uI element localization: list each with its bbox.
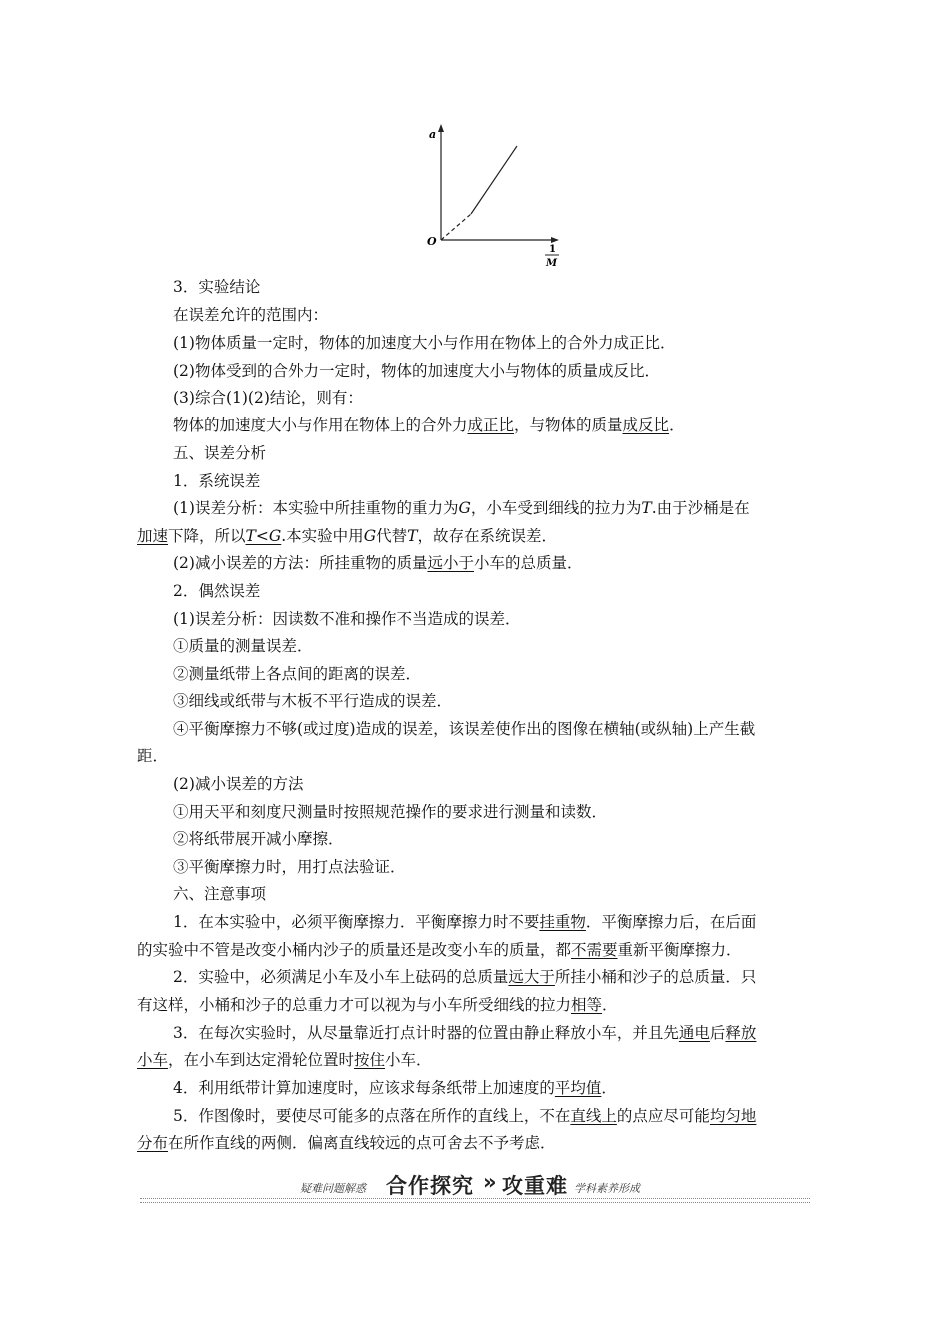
text: 有这样，小桶和沙子的总重力才可以视为与小车所受细线的拉力	[137, 996, 572, 1014]
symbol-g: G	[458, 499, 471, 517]
conclusion-summary	[173, 414, 685, 436]
dashed-extension	[441, 214, 471, 240]
text: 代替	[376, 527, 408, 545]
banner-arrow-icon: »	[483, 1170, 498, 1194]
text: 重新平衡摩擦力．	[617, 941, 742, 959]
solid-line	[471, 146, 517, 214]
text: .由于沙桶是在	[651, 499, 750, 517]
answer-blank: 平均值	[554, 1079, 602, 1097]
text: 小车的总质量．	[473, 554, 583, 572]
y-axis-arrow	[438, 124, 444, 132]
note-5-cont	[137, 1132, 556, 1154]
text: 4．利用纸带计算加速度时，应该求每条纸带上加速度的	[173, 1079, 555, 1097]
x-label-numerator: 1	[549, 244, 556, 255]
symbol-t: T	[407, 527, 418, 545]
x-label-denominator: M	[546, 258, 558, 269]
answer-blank: 释放	[725, 1024, 757, 1042]
answer-blank: 挂重物	[539, 913, 586, 931]
text: ，在小车到达定滑轮位置时	[168, 1051, 355, 1069]
banner-title-cooperate: 合作探究	[386, 1174, 474, 1198]
answer-blank: 小车	[137, 1051, 169, 1069]
text: 小车．	[385, 1051, 432, 1069]
random-error-reduce-1: ①用天平和刻度尺测量时按照规范操作的要求进行测量和读数．	[173, 803, 608, 821]
banner-divider	[140, 1198, 810, 1203]
note-3-cont	[137, 1049, 432, 1071]
random-error-reduce-3: ③平衡摩擦力时，用打点法验证．	[173, 858, 406, 876]
text: 的点应尽可能	[616, 1107, 710, 1125]
conclusion-heading: 3．实验结论	[173, 278, 261, 296]
systematic-error-analysis-cont	[137, 525, 557, 547]
text: 3．在每次实验时，从尽量靠近打点计时器的位置由静止释放小车，并且先	[173, 1024, 679, 1042]
note-5	[173, 1105, 756, 1127]
text: 下降，所以	[168, 527, 246, 545]
text: ，小车受到细线的拉力为	[470, 499, 642, 517]
text: ，故存在系统误差．	[417, 527, 557, 545]
text: 所挂小桶和沙子的总质量．只	[554, 968, 757, 986]
a-vs-inverse-m-graph	[415, 118, 575, 270]
answer-blank: 成正比	[467, 416, 515, 434]
text: 在所作直线的两侧．偏离直线较远的点可舍去不予考虑．	[168, 1134, 556, 1152]
text: 1．在本实验中，必须平衡摩擦力．平衡摩擦力时不要	[173, 913, 540, 931]
note-3	[173, 1022, 756, 1044]
random-error-reduce-2: ②将纸带展开减小摩擦．	[173, 830, 344, 848]
text: (2)减小误差的方法：所挂重物的质量	[173, 554, 428, 572]
conclusion-2: (2)物体受到的合外力一定时，物体的加速度大小与物体的质量成反比．	[173, 362, 660, 380]
conclusion-1: (1)物体质量一定时，物体的加速度大小与作用在物体上的合外力成正比．	[173, 334, 676, 352]
note-2-cont	[137, 994, 618, 1016]
symbol-g: G	[363, 527, 377, 545]
answer-blank: 不需要	[571, 941, 618, 959]
conclusion-intro: 在误差允许的范围内：	[173, 306, 329, 324]
answer-blank: 远小于	[427, 554, 474, 572]
random-error-analysis: (1)误差分析：因读数不准和操作不当造成的误差．	[173, 610, 521, 628]
random-error-heading: 2．偶然误差	[173, 582, 261, 600]
y-axis-label: a	[429, 128, 437, 141]
answer-blank: 按住	[354, 1051, 386, 1069]
text: ．	[601, 1079, 617, 1097]
text: 后	[709, 1024, 726, 1042]
answer-blank: 直线上	[570, 1107, 617, 1125]
answer-blank: 均匀地	[709, 1107, 757, 1125]
x-axis-arrow	[551, 237, 559, 243]
text: ．	[602, 996, 618, 1014]
banner-title-attack: 攻重难	[502, 1174, 568, 1198]
systematic-error-reduce	[173, 552, 583, 574]
answer-blank: T<G	[245, 527, 282, 545]
text: .本实验中用	[281, 527, 364, 545]
note-1	[173, 911, 756, 933]
text: 的实验中不管是改变小桶内沙子的质量还是改变小车的质量，都	[137, 941, 572, 959]
note-2	[173, 966, 756, 988]
conclusion-3: (3)综合(1)(2)结论，则有：	[173, 389, 363, 407]
systematic-error-analysis	[173, 497, 750, 519]
answer-blank: 分布	[137, 1134, 169, 1152]
random-error-reduce-heading: (2)减小误差的方法	[173, 775, 304, 793]
random-error-item-4-cont: 距．	[137, 747, 169, 765]
text: ，与物体的质量	[514, 416, 623, 434]
systematic-error-heading: 1．系统误差	[173, 472, 261, 490]
text: (1)误差分析：本实验中所挂重物的重力为	[173, 499, 459, 517]
random-error-item-3: ③细线或纸带与木板不平行造成的误差．	[173, 692, 453, 710]
origin-label: O	[427, 235, 437, 248]
answer-blank: 远大于	[508, 968, 555, 986]
random-error-item-2: ②测量纸带上各点间的距离的误差．	[173, 665, 422, 683]
note-4	[173, 1077, 617, 1099]
text: 2．实验中，必须满足小车及小车上砝码的总质量	[173, 968, 509, 986]
note-1-cont	[137, 939, 742, 961]
answer-blank: 加速	[137, 527, 169, 545]
section-banner	[140, 1166, 810, 1202]
text: ．平衡摩擦力后，在后面	[585, 913, 757, 931]
text: 物体的加速度大小与作用在物体上的合外力	[173, 416, 468, 434]
random-error-item-4: ④平衡摩擦力不够(或过度)造成的误差，该误差使作出的图像在横轴(或纵轴)上产生截	[173, 720, 756, 738]
banner-right-caption: 学科素养形成	[574, 1182, 640, 1195]
answer-blank: 成反比	[622, 416, 670, 434]
answer-blank: 通电	[678, 1024, 710, 1042]
answer-blank: 相等	[571, 996, 603, 1014]
banner-left-caption: 疑难问题解惑	[300, 1182, 366, 1195]
text: ．	[669, 416, 685, 434]
text: 5．作图像时，要使尽可能多的点落在所作的直线上，不在	[173, 1107, 571, 1125]
section-5-heading: 五、误差分析	[173, 444, 267, 462]
symbol-t: T	[641, 499, 652, 517]
section-6-heading: 六、注意事项	[173, 885, 267, 903]
random-error-item-1: ①质量的测量误差．	[173, 637, 313, 655]
